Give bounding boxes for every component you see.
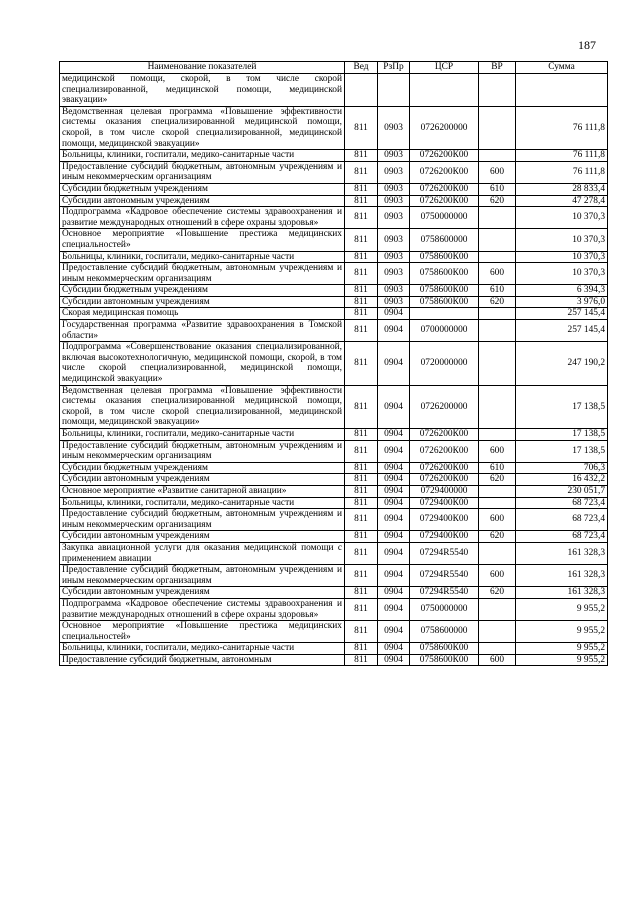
header-vr: ВР <box>479 62 516 74</box>
cell-sum: 76 111,8 <box>516 106 608 149</box>
table-row <box>60 285 608 297</box>
cell-csr <box>410 74 479 107</box>
cell-sum: 68 723,4 <box>516 509 608 531</box>
table-row <box>60 440 608 462</box>
cell-csr: 07294R5540 <box>410 587 479 599</box>
cell-csr: 0758600000 <box>410 229 479 251</box>
cell-sum: 9 955,2 <box>516 598 608 620</box>
cell-ved: 811 <box>345 308 378 320</box>
cell-vr <box>479 320 516 342</box>
cell-csr: 0758600К00 <box>410 251 479 263</box>
cell-rzpr: 0904 <box>378 440 410 462</box>
cell-sum: 76 111,8 <box>516 150 608 162</box>
cell-vr: 610 <box>479 285 516 297</box>
cell-ved: 811 <box>345 161 378 183</box>
cell-csr: 0720000000 <box>410 342 479 385</box>
cell-vr <box>479 429 516 441</box>
table-row <box>60 229 608 251</box>
cell-csr: 07294R5540 <box>410 565 479 587</box>
cell-vr <box>479 342 516 385</box>
cell-sum: 3 976,0 <box>516 296 608 308</box>
cell-name: Ведомственная целевая программа «Повышение эффективности системы оказания специализированной медицинской помощи, скорой, в том числе скорой специализированной, медицинской помощи, медицинской эвакуации» <box>60 106 345 149</box>
cell-sum: 68 723,4 <box>516 531 608 543</box>
cell-ved: 811 <box>345 285 378 297</box>
cell-sum <box>516 74 608 107</box>
cell-csr: 0758600К00 <box>410 654 479 666</box>
table-row <box>60 195 608 207</box>
cell-sum: 17 138,5 <box>516 440 608 462</box>
table-row <box>60 320 608 342</box>
cell-sum: 9 955,2 <box>516 621 608 643</box>
cell-ved: 811 <box>345 542 378 564</box>
cell-vr: 620 <box>479 587 516 599</box>
cell-vr <box>479 621 516 643</box>
cell-ved: 811 <box>345 654 378 666</box>
cell-name: Субсидии автономным учреждениям <box>60 195 345 207</box>
cell-rzpr: 0903 <box>378 183 410 195</box>
cell-ved: 811 <box>345 643 378 655</box>
cell-vr <box>479 497 516 509</box>
cell-vr <box>479 251 516 263</box>
cell-sum: 247 190,2 <box>516 342 608 385</box>
cell-name: Предоставление субсидий бюджетным, автономным учреждениям и иным некоммерческим организациям <box>60 263 345 285</box>
cell-rzpr: 0904 <box>378 320 410 342</box>
cell-csr: 0726200К00 <box>410 195 479 207</box>
cell-sum: 47 278,4 <box>516 195 608 207</box>
table-row <box>60 207 608 229</box>
cell-csr: 0726200К00 <box>410 161 479 183</box>
cell-name: Субсидии бюджетным учреждениям <box>60 183 345 195</box>
cell-name: Ведомственная целевая программа «Повышение эффективности системы оказания специализированной медицинской помощи, скорой, в том числе скорой специализированной, медицинской помощи, медицинской эвакуации» <box>60 385 345 428</box>
cell-rzpr: 0903 <box>378 251 410 263</box>
cell-sum: 10 370,3 <box>516 251 608 263</box>
cell-vr <box>479 74 516 107</box>
cell-csr: 0700000000 <box>410 320 479 342</box>
cell-vr <box>479 207 516 229</box>
cell-ved: 811 <box>345 485 378 497</box>
cell-rzpr: 0903 <box>378 229 410 251</box>
cell-ved: 811 <box>345 531 378 543</box>
cell-rzpr: 0904 <box>378 542 410 564</box>
cell-csr: 0726200К00 <box>410 429 479 441</box>
header-name: Наименование показателей <box>60 62 345 74</box>
cell-ved: 811 <box>345 587 378 599</box>
cell-ved: 811 <box>345 251 378 263</box>
cell-vr: 600 <box>479 654 516 666</box>
table-row <box>60 474 608 486</box>
cell-rzpr: 0904 <box>378 598 410 620</box>
cell-rzpr: 0903 <box>378 195 410 207</box>
cell-rzpr: 0904 <box>378 497 410 509</box>
cell-sum: 257 145,4 <box>516 308 608 320</box>
table-row <box>60 485 608 497</box>
cell-csr: 0758600К00 <box>410 296 479 308</box>
cell-name: Субсидии автономным учреждениям <box>60 296 345 308</box>
cell-name: Государственная программа «Развитие здравоохранения в Томской области» <box>60 320 345 342</box>
header-rzpr: РзПр <box>378 62 410 74</box>
cell-vr: 600 <box>479 161 516 183</box>
cell-rzpr: 0903 <box>378 207 410 229</box>
cell-name: Подпрограмма «Кадровое обеспечение системы здравоохранения и развитие международных отношений в сфере охраны здоровья» <box>60 598 345 620</box>
cell-sum: 68 723,4 <box>516 497 608 509</box>
cell-sum: 76 111,8 <box>516 161 608 183</box>
cell-vr <box>479 643 516 655</box>
table-header-row <box>60 62 608 74</box>
table-row <box>60 150 608 162</box>
cell-ved: 811 <box>345 621 378 643</box>
table-row <box>60 598 608 620</box>
page-number: 187 <box>578 38 596 52</box>
table-row <box>60 643 608 655</box>
cell-sum: 161 328,3 <box>516 542 608 564</box>
cell-ved: 811 <box>345 263 378 285</box>
cell-name: Больницы, клиники, госпитали, медико-санитарные части <box>60 429 345 441</box>
cell-rzpr: 0903 <box>378 161 410 183</box>
cell-sum: 10 370,3 <box>516 207 608 229</box>
cell-sum: 9 955,2 <box>516 654 608 666</box>
cell-rzpr: 0903 <box>378 263 410 285</box>
cell-vr: 610 <box>479 462 516 474</box>
cell-ved: 811 <box>345 229 378 251</box>
cell-csr: 0726200К00 <box>410 183 479 195</box>
cell-name: Больницы, клиники, госпитали, медико-санитарные части <box>60 150 345 162</box>
cell-vr: 620 <box>479 195 516 207</box>
cell-name: Субсидии бюджетным учреждениям <box>60 462 345 474</box>
cell-rzpr: 0904 <box>378 621 410 643</box>
cell-sum: 10 370,3 <box>516 229 608 251</box>
cell-sum: 16 432,2 <box>516 474 608 486</box>
cell-ved: 811 <box>345 150 378 162</box>
cell-csr: 0758600000 <box>410 621 479 643</box>
cell-vr: 600 <box>479 509 516 531</box>
cell-ved <box>345 74 378 107</box>
cell-name: Скорая медицинская помощь <box>60 308 345 320</box>
cell-rzpr: 0904 <box>378 509 410 531</box>
table-row <box>60 587 608 599</box>
cell-name: Субсидии автономным учреждениям <box>60 531 345 543</box>
table-row <box>60 106 608 149</box>
cell-rzpr: 0904 <box>378 342 410 385</box>
cell-ved: 811 <box>345 106 378 149</box>
cell-vr <box>479 385 516 428</box>
budget-table <box>59 61 608 666</box>
cell-ved: 811 <box>345 565 378 587</box>
cell-name: Субсидии автономным учреждениям <box>60 587 345 599</box>
cell-sum: 257 145,4 <box>516 320 608 342</box>
cell-vr: 620 <box>479 296 516 308</box>
cell-vr: 600 <box>479 440 516 462</box>
table-row <box>60 74 608 107</box>
cell-rzpr: 0904 <box>378 385 410 428</box>
cell-csr: 07294R5540 <box>410 542 479 564</box>
cell-csr: 0758600К00 <box>410 285 479 297</box>
cell-name: Предоставление субсидий бюджетным, автономным учреждениям и иным некоммерческим организациям <box>60 161 345 183</box>
cell-name: Основное мероприятие «Развитие санитарной авиации» <box>60 485 345 497</box>
cell-vr: 600 <box>479 263 516 285</box>
table-row <box>60 251 608 263</box>
cell-name: Подпрограмма «Совершенствование оказания специализированной, включая высокотехнологичную, медицинской помощи, скорой, в том числе скорой специализированной, медицинской помощи, медицинской эвакуации» <box>60 342 345 385</box>
cell-ved: 811 <box>345 474 378 486</box>
cell-sum: 230 051,7 <box>516 485 608 497</box>
cell-rzpr: 0904 <box>378 308 410 320</box>
cell-csr: 0726200000 <box>410 385 479 428</box>
cell-rzpr: 0904 <box>378 462 410 474</box>
cell-csr: 0729400К00 <box>410 497 479 509</box>
cell-name: Больницы, клиники, госпитали, медико-санитарные части <box>60 643 345 655</box>
cell-ved: 811 <box>345 342 378 385</box>
header-csr: ЦСР <box>410 62 479 74</box>
cell-sum: 17 138,5 <box>516 385 608 428</box>
cell-sum: 706,3 <box>516 462 608 474</box>
cell-name: Предоставление субсидий бюджетным, автономным учреждениям и иным некоммерческим организациям <box>60 509 345 531</box>
cell-sum: 9 955,2 <box>516 643 608 655</box>
cell-ved: 811 <box>345 385 378 428</box>
cell-sum: 10 370,3 <box>516 263 608 285</box>
cell-ved: 811 <box>345 429 378 441</box>
cell-csr: 0729400К00 <box>410 509 479 531</box>
cell-rzpr: 0904 <box>378 643 410 655</box>
cell-csr: 0726200К00 <box>410 474 479 486</box>
cell-name: медицинской помощи, скорой, в том числе скорой специализированной, медицинской помощи, медицинской эвакуации» <box>60 74 345 107</box>
cell-sum: 161 328,3 <box>516 587 608 599</box>
table-row <box>60 161 608 183</box>
cell-rzpr: 0904 <box>378 565 410 587</box>
cell-vr: 600 <box>479 565 516 587</box>
table-row <box>60 462 608 474</box>
cell-csr: 0726200К00 <box>410 462 479 474</box>
cell-csr: 0726200К00 <box>410 440 479 462</box>
table-row <box>60 531 608 543</box>
cell-ved: 811 <box>345 598 378 620</box>
cell-ved: 811 <box>345 207 378 229</box>
cell-sum: 28 833,4 <box>516 183 608 195</box>
cell-csr: 0726200000 <box>410 106 479 149</box>
cell-csr: 0758600К00 <box>410 643 479 655</box>
table-row <box>60 621 608 643</box>
cell-csr: 0726200К00 <box>410 150 479 162</box>
cell-ved: 811 <box>345 497 378 509</box>
cell-name: Субсидии автономным учреждениям <box>60 474 345 486</box>
cell-rzpr: 0903 <box>378 150 410 162</box>
cell-vr <box>479 485 516 497</box>
cell-vr: 620 <box>479 474 516 486</box>
cell-ved: 811 <box>345 440 378 462</box>
cell-name: Закупка авиационной услуги для оказания медицинской помощи с применением авиации <box>60 542 345 564</box>
table-row <box>60 183 608 195</box>
cell-rzpr: 0904 <box>378 531 410 543</box>
table-row <box>60 654 608 666</box>
cell-name: Больницы, клиники, госпитали, медико-санитарные части <box>60 497 345 509</box>
table-row <box>60 497 608 509</box>
table-row <box>60 385 608 428</box>
cell-sum: 17 138,5 <box>516 429 608 441</box>
cell-vr <box>479 308 516 320</box>
cell-rzpr: 0904 <box>378 485 410 497</box>
table-row <box>60 308 608 320</box>
table-row <box>60 542 608 564</box>
cell-csr <box>410 308 479 320</box>
cell-vr <box>479 229 516 251</box>
cell-vr: 620 <box>479 531 516 543</box>
cell-rzpr: 0903 <box>378 106 410 149</box>
cell-ved: 811 <box>345 183 378 195</box>
cell-name: Предоставление субсидий бюджетным, автономным <box>60 654 345 666</box>
cell-csr: 0758600К00 <box>410 263 479 285</box>
cell-rzpr: 0904 <box>378 429 410 441</box>
cell-name: Предоставление субсидий бюджетным, автономным учреждениям и иным некоммерческим организациям <box>60 440 345 462</box>
table-row <box>60 509 608 531</box>
cell-csr: 0729400К00 <box>410 531 479 543</box>
table-row <box>60 263 608 285</box>
cell-ved: 811 <box>345 296 378 308</box>
table-row <box>60 342 608 385</box>
cell-sum: 161 328,3 <box>516 565 608 587</box>
cell-ved: 811 <box>345 320 378 342</box>
cell-rzpr <box>378 74 410 107</box>
cell-csr: 0729400000 <box>410 485 479 497</box>
cell-csr: 0750000000 <box>410 598 479 620</box>
cell-name: Основное мероприятие «Повышение престижа медицинских специальностей» <box>60 229 345 251</box>
cell-vr <box>479 542 516 564</box>
cell-name: Основное мероприятие «Повышение престижа медицинских специальностей» <box>60 621 345 643</box>
cell-name: Больницы, клиники, госпитали, медико-санитарные части <box>60 251 345 263</box>
cell-vr <box>479 150 516 162</box>
cell-vr <box>479 598 516 620</box>
cell-rzpr: 0903 <box>378 285 410 297</box>
cell-vr: 610 <box>479 183 516 195</box>
cell-ved: 811 <box>345 509 378 531</box>
cell-name: Предоставление субсидий бюджетным, автономным учреждениям и иным некоммерческим организациям <box>60 565 345 587</box>
cell-vr <box>479 106 516 149</box>
cell-ved: 811 <box>345 195 378 207</box>
cell-rzpr: 0904 <box>378 654 410 666</box>
cell-sum: 6 394,3 <box>516 285 608 297</box>
header-ved: Вед <box>345 62 378 74</box>
cell-rzpr: 0904 <box>378 587 410 599</box>
cell-rzpr: 0903 <box>378 296 410 308</box>
header-sum: Сумма <box>516 62 608 74</box>
cell-name: Подпрограмма «Кадровое обеспечение системы здравоохранения и развитие международных отношений в сфере охраны здоровья» <box>60 207 345 229</box>
cell-name: Субсидии бюджетным учреждениям <box>60 285 345 297</box>
cell-csr: 0750000000 <box>410 207 479 229</box>
cell-rzpr: 0904 <box>378 474 410 486</box>
table-row <box>60 565 608 587</box>
table-row <box>60 296 608 308</box>
cell-ved: 811 <box>345 462 378 474</box>
table-row <box>60 429 608 441</box>
